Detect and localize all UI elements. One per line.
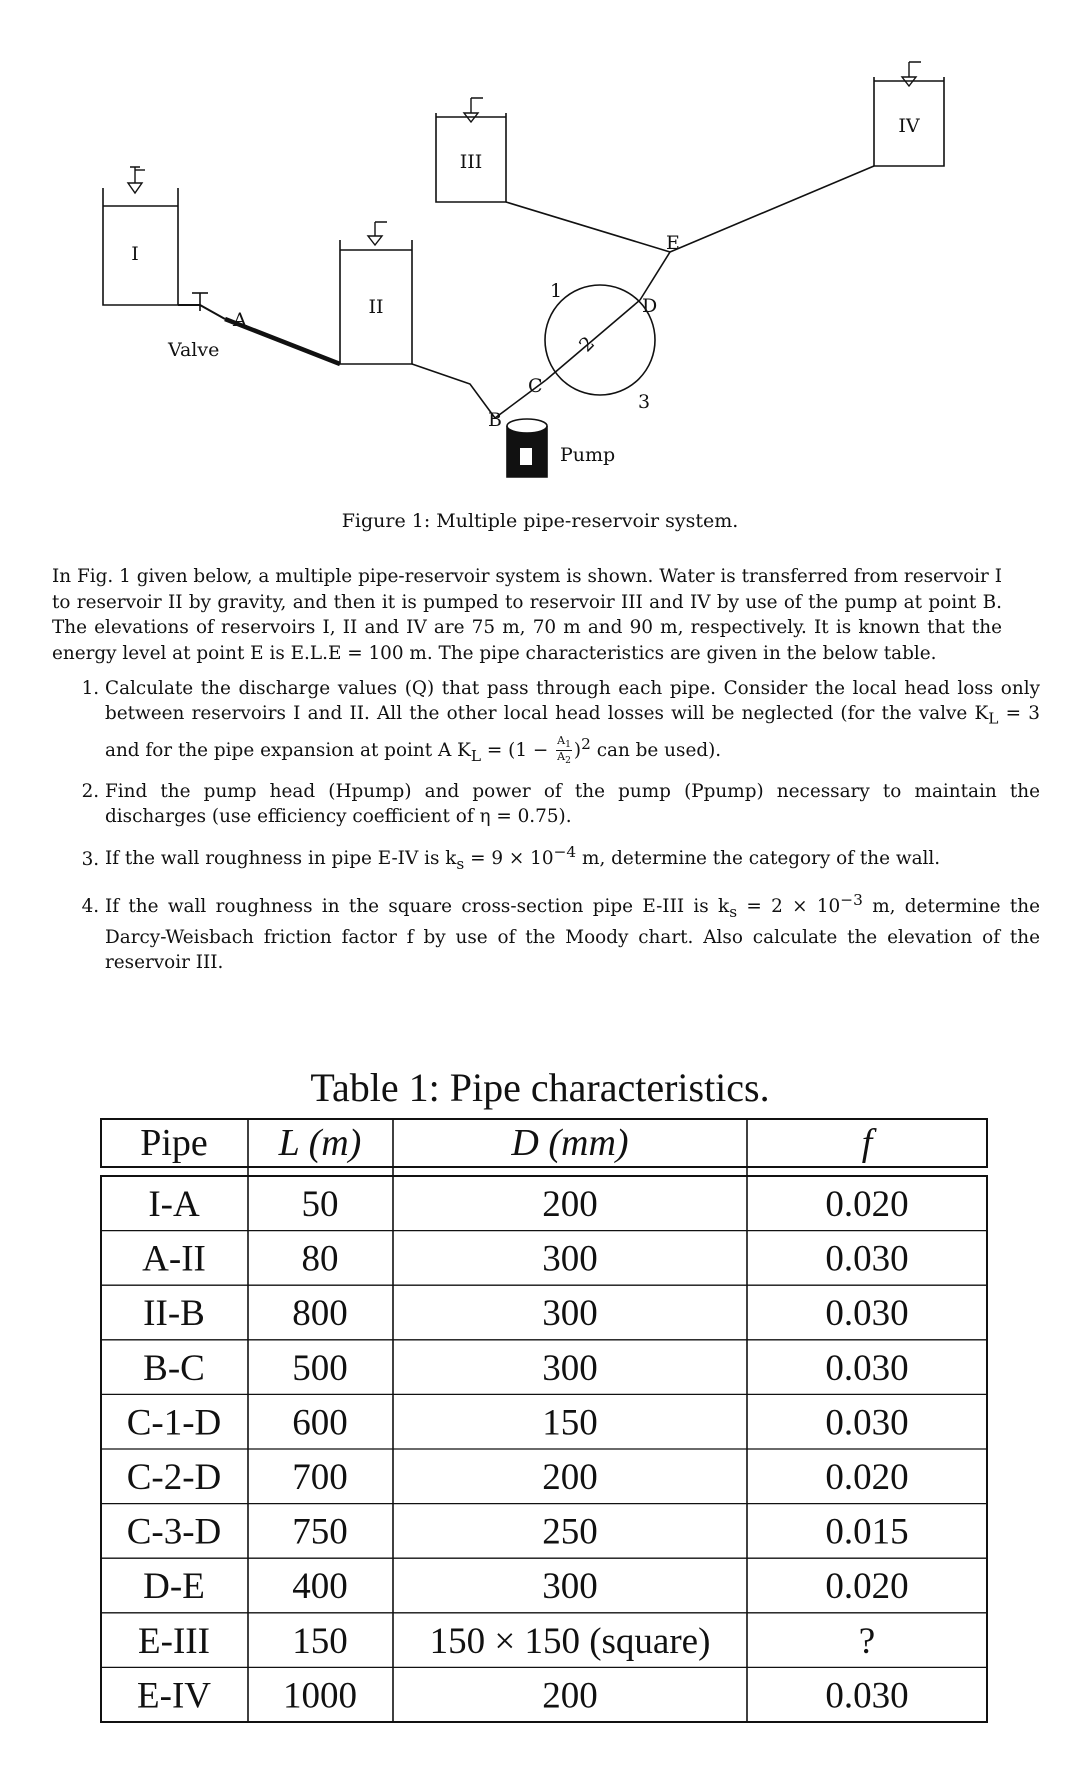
table-row — [127, 1512, 909, 1553]
pipe-ii-b — [412, 364, 495, 418]
cell-diameter: 150 × 150 (square) — [429, 1620, 711, 1662]
question-4: 4. If the wall roughness in the square cross-section pipe E-III is $k_s = 2 \times 10^{-3}$ m, determine the Darcy-Weisbach friction factor f by use of the Moody chart. Also calculate the elevation of the reservoir III. — [105, 888, 1040, 975]
figure-caption: Figure 1: Multiple pipe-reservoir system. — [341, 510, 739, 532]
label-valve: Valve — [168, 339, 220, 361]
pump-symbol — [507, 419, 547, 477]
intro-paragraph: In Fig. 1 given below, a multiple pipe-reservoir system is shown. Water is transferred from reservoir I to reservoir II by gravity, and then it is pumped to reservoir III and IV by use of the pump at point B. The elevations of reservoirs I, II and IV are 75 m, 70 m and 90 m, respectively. It is known that the energy level at point E is E.L.E = 100 m. The pipe characteristics are given in the below table. — [52, 566, 1002, 664]
table-row — [143, 1293, 908, 1334]
label-c: C — [528, 375, 543, 397]
cell-friction: 0.030 — [825, 1675, 909, 1717]
cell-length: 1000 — [283, 1675, 357, 1717]
label-d: D — [642, 295, 658, 317]
cell-friction: 0.030 — [825, 1402, 909, 1444]
cell-friction: 0.030 — [825, 1293, 909, 1335]
cell-diameter: 300 — [542, 1238, 598, 1280]
label-res-i: I — [131, 243, 139, 265]
pipe-c-2-d — [546, 300, 640, 380]
reservoir-ii — [340, 222, 412, 364]
cell-length: 50 — [301, 1184, 339, 1225]
cell-pipe: C-2-D — [126, 1457, 222, 1498]
cell-friction: 0.015 — [825, 1511, 909, 1553]
cell-length: 600 — [292, 1402, 348, 1444]
label-b: B — [488, 409, 502, 431]
question-list — [68, 676, 1040, 986]
cell-friction: 0.030 — [825, 1347, 909, 1389]
table-title: Table 1: Pipe characteristics. — [310, 1065, 770, 1110]
area-ratio-fraction: $\frac{A_1}{A_2}$ — [557, 734, 571, 767]
cell-pipe: E-IV — [137, 1675, 211, 1717]
cell-friction: 0.020 — [825, 1566, 909, 1608]
cell-diameter: 300 — [542, 1347, 598, 1389]
label-loop-1: 1 — [550, 280, 563, 302]
cell-pipe: E-III — [138, 1620, 210, 1662]
cell-length: 150 — [292, 1620, 348, 1662]
cell-length: 700 — [292, 1457, 348, 1498]
cell-diameter: 200 — [542, 1457, 598, 1498]
cell-length: 750 — [292, 1511, 348, 1553]
cell-length: 800 — [292, 1293, 348, 1335]
col-header-pipe: Pipe — [140, 1122, 208, 1164]
pipe-e-iv — [670, 166, 874, 252]
cell-pipe: B-C — [143, 1347, 205, 1389]
cell-friction: 0.020 — [825, 1184, 909, 1225]
reservoir-iii — [436, 98, 506, 202]
pipe-e-iii — [506, 202, 670, 252]
cell-length: 80 — [301, 1238, 339, 1280]
reservoir-i — [103, 167, 178, 305]
cell-diameter: 300 — [542, 1293, 598, 1335]
pipe-characteristics-table — [100, 1118, 988, 1723]
pipe-reservoir-diagram — [0, 0, 1080, 500]
cell-diameter: 200 — [542, 1184, 598, 1225]
label-pump: Pump — [560, 444, 616, 466]
cell-diameter: 250 — [542, 1511, 598, 1553]
cell-diameter: 150 — [542, 1402, 598, 1444]
cell-friction: 0.020 — [825, 1457, 909, 1498]
cell-length: 400 — [292, 1566, 348, 1608]
table-row — [143, 1566, 908, 1607]
table-row — [142, 1239, 908, 1280]
table-row — [127, 1402, 909, 1443]
pipe-i-a — [200, 305, 225, 319]
pipe-d-e — [640, 252, 670, 300]
cell-pipe: I-A — [148, 1184, 200, 1225]
col-header-length: L (m) — [278, 1122, 362, 1164]
cell-friction: 0.030 — [825, 1238, 909, 1280]
cell-pipe: C-3-D — [126, 1511, 222, 1553]
question-3: 3. If the wall roughness in pipe E-IV is $k_s = 9 \times 10^{-4}$ m, determine the category of the wall. — [105, 840, 1040, 877]
cell-friction: ? — [858, 1620, 876, 1662]
reservoir-iv — [874, 62, 944, 166]
question-1: 1. Calculate the discharge values (Q) that pass through each pipe. Consider the local head loss only between reservoirs I and II. All the other local head losses will be neglected (for the valve $K_L = 3$ and for the pipe expansion at point A $K_L = (1$ − $\frac{A_1}{A_2}$ )$^2$ can be used). — [105, 676, 1040, 768]
label-res-iii: III — [459, 151, 483, 173]
cell-pipe: D-E — [143, 1566, 205, 1608]
label-res-ii: II — [368, 296, 384, 318]
cell-pipe: II-B — [143, 1293, 205, 1335]
cell-diameter: 200 — [542, 1675, 598, 1717]
cell-diameter: 300 — [542, 1566, 598, 1608]
label-a: A — [233, 309, 247, 331]
col-header-diameter: D (mm) — [511, 1122, 629, 1164]
label-loop-2: 2 — [574, 332, 600, 357]
cell-pipe: C-1-D — [126, 1402, 222, 1444]
label-e: E — [666, 232, 680, 254]
cell-pipe: A-II — [142, 1238, 206, 1280]
table-row — [137, 1675, 909, 1716]
table-row — [127, 1457, 909, 1498]
table-row — [143, 1348, 908, 1389]
cell-length: 500 — [292, 1347, 348, 1389]
label-res-iv: IV — [898, 115, 920, 137]
col-header-friction: f — [861, 1122, 873, 1164]
table-row — [148, 1184, 908, 1225]
label-loop-3: 3 — [638, 391, 651, 413]
question-2: 2. Find the pump head (Hpump) and power of the pump (Ppump) necessary to maintain the discharges (use efficiency coefficient of η = 0.75). — [105, 779, 1040, 829]
